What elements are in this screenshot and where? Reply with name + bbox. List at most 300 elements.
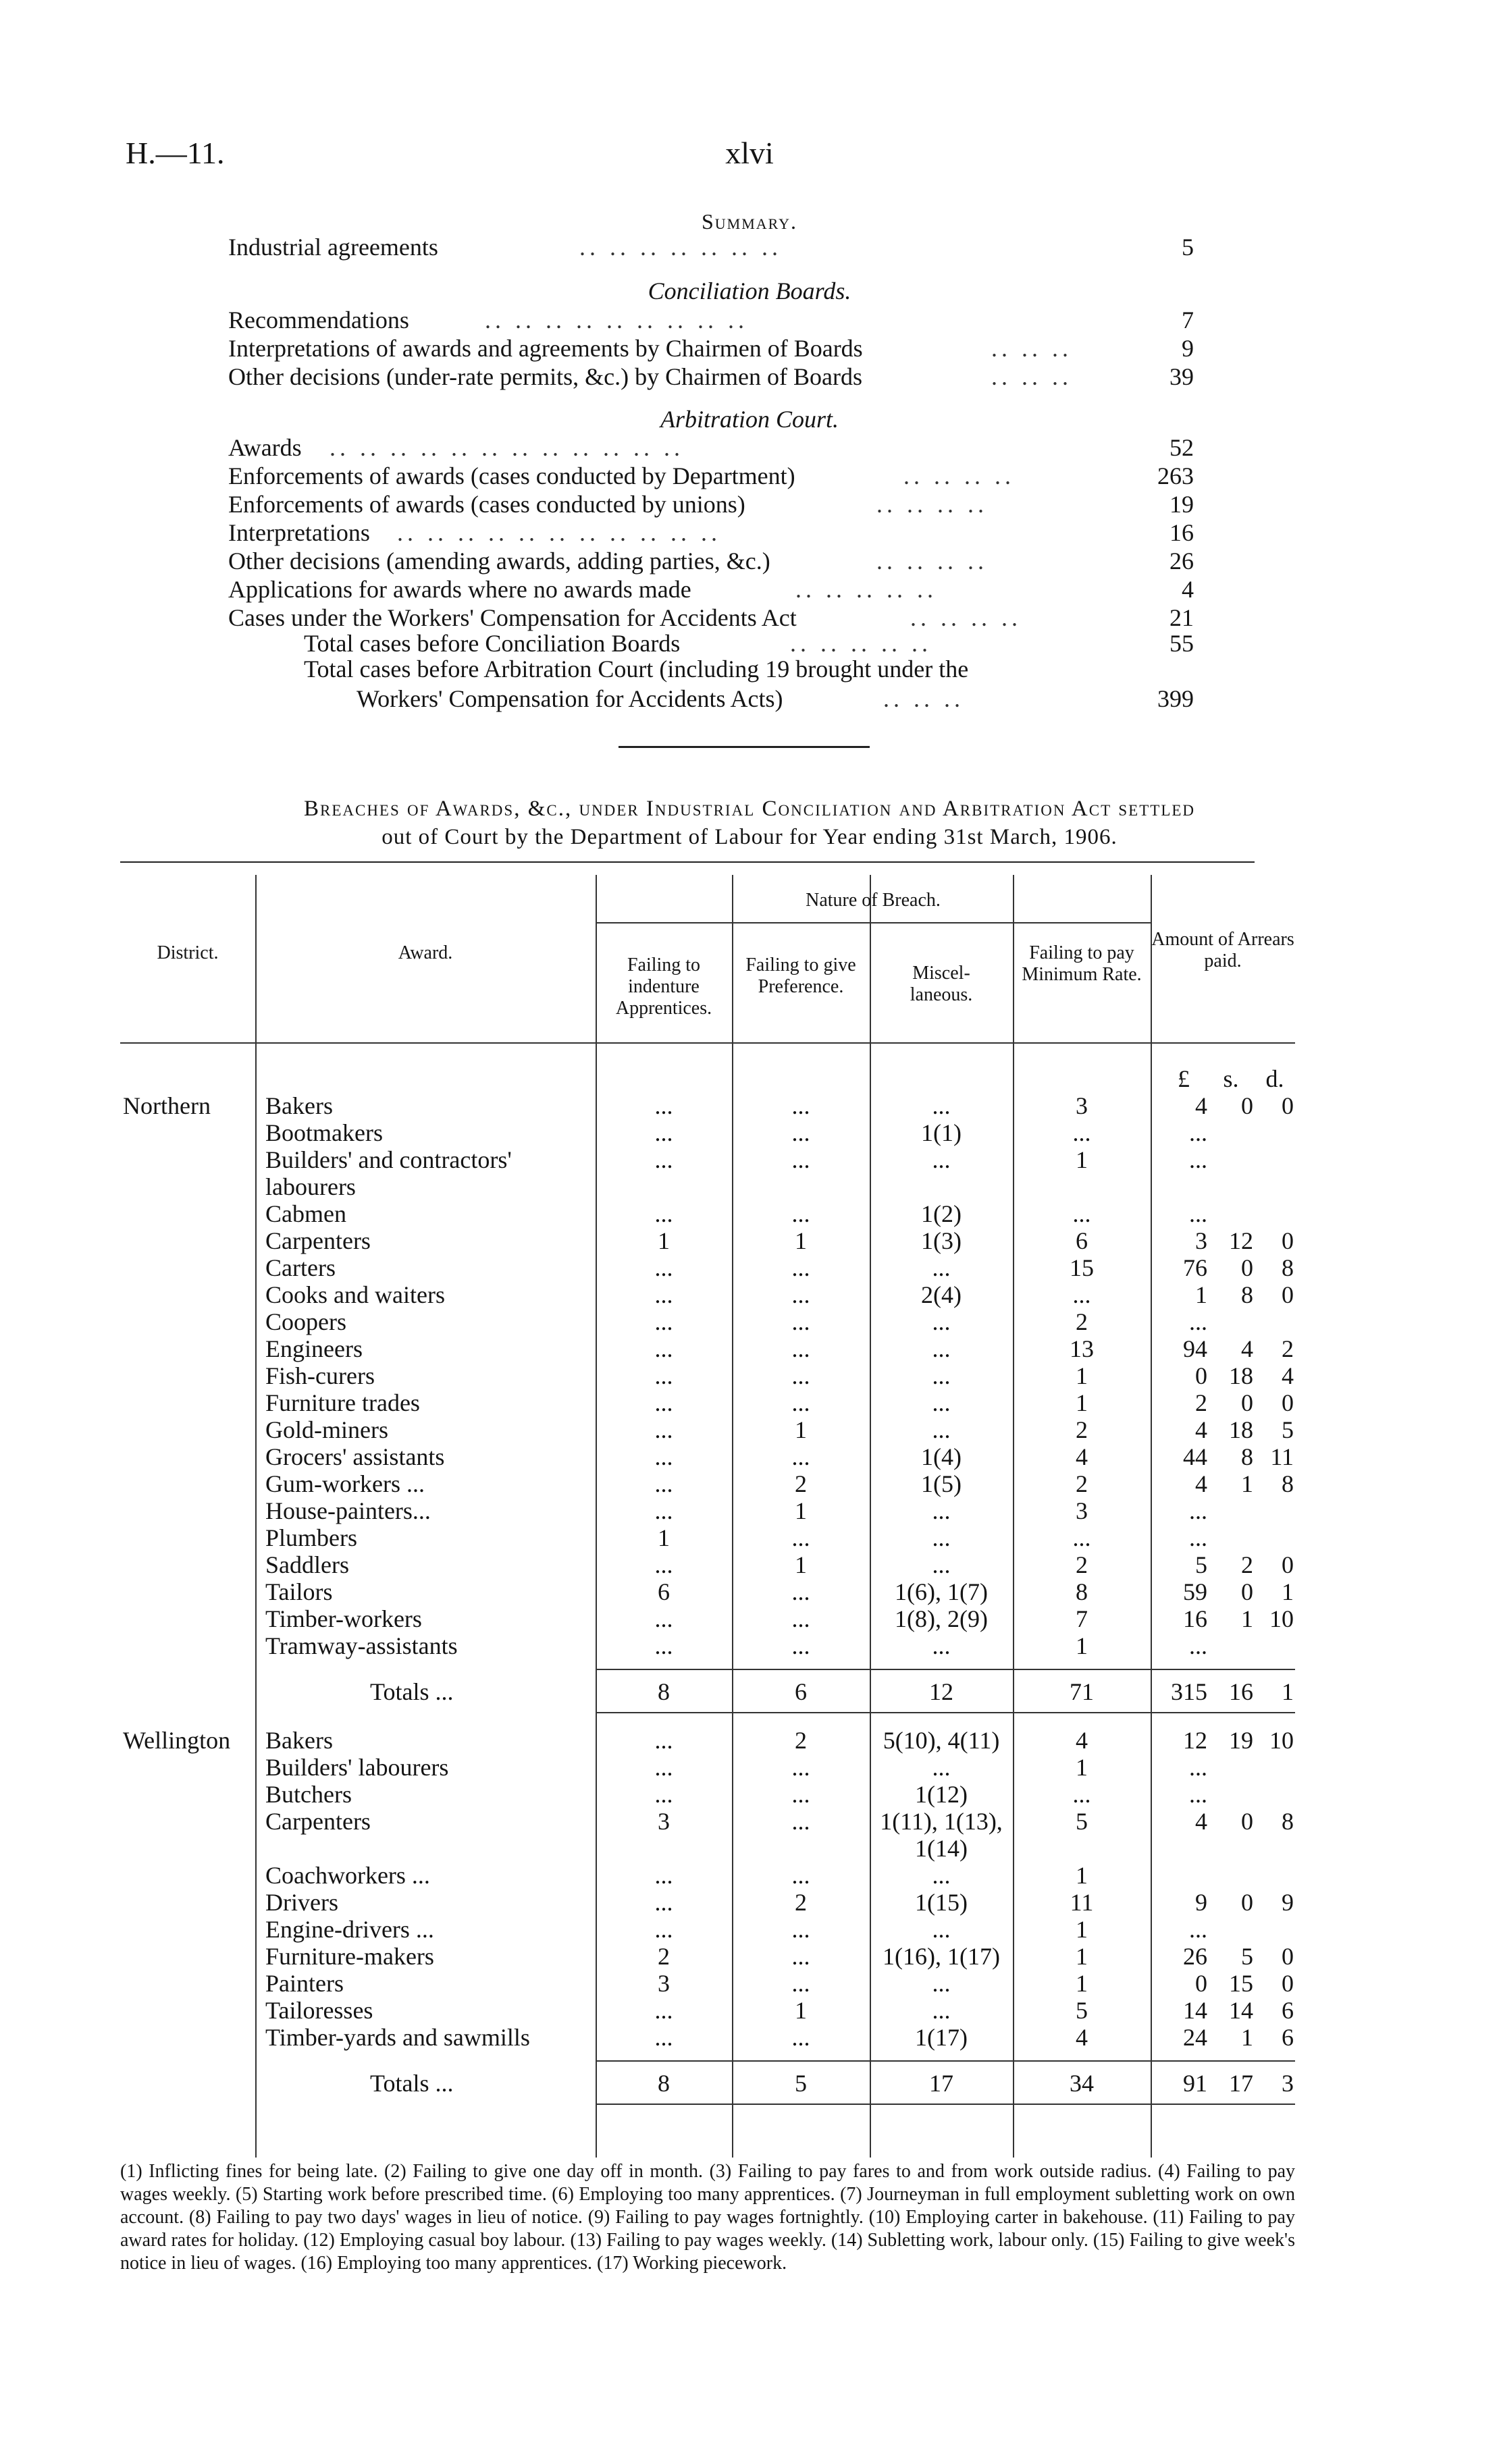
table-cell: ... (1072, 1781, 1091, 1808)
table-cell (1213, 1862, 1253, 1889)
table-cell: 0 (1282, 1281, 1294, 1308)
table-cell: 0 (1282, 1970, 1294, 1997)
table-title-line1: Breaches of Awards, &c., under Industrial Conciliation and Arbitration Act settled (303, 797, 1196, 821)
section-divider (619, 746, 870, 748)
table-cell: ... (932, 1362, 951, 1389)
summary-label: Awards (228, 434, 302, 461)
table-cell: 0 (1282, 1943, 1294, 1970)
summary-row (228, 547, 1194, 575)
totals-cell: 71 (1070, 1678, 1094, 1705)
table-cell: 6 (1282, 1997, 1294, 2024)
table-cell: 1(5) (921, 1470, 962, 1497)
table-cell: ... (654, 1470, 673, 1497)
table-cell: ... (654, 1362, 673, 1389)
header-rule (120, 1042, 1295, 1044)
summary-title: Summary. (701, 209, 798, 234)
table-cell: 9 (1282, 1889, 1294, 1916)
award-name: Tailoresses (265, 1997, 373, 2024)
arbitration-heading: Arbitration Court. (660, 406, 839, 433)
table-cell (1255, 1862, 1294, 1889)
award-name: Coachworkers ... (265, 1862, 430, 1889)
summary-row (228, 306, 1194, 334)
award-name: Cooks and waiters (265, 1281, 445, 1308)
table-cell: 1 (1241, 2024, 1253, 2051)
summary-label: Industrial agreements (228, 234, 438, 261)
totals-cell: 315 (1171, 1678, 1207, 1705)
table-cell: 2 (1282, 1335, 1294, 1362)
table-cell: ... (932, 1092, 951, 1119)
table-cell: ... (654, 1389, 673, 1416)
award-name (265, 1835, 589, 1862)
table-cell: ... (791, 1119, 810, 1146)
table-cell: 2 (1076, 1308, 1088, 1335)
table-cell (596, 1835, 732, 1862)
table-cell: 1(4) (921, 1443, 962, 1470)
table-cell: ... (1189, 1632, 1207, 1659)
table-cell: ... (932, 1389, 951, 1416)
table-cell: 1(11), 1(13), (880, 1808, 1003, 1835)
table-cell: ... (654, 2024, 673, 2051)
summary-value: 7 (1182, 306, 1194, 333)
table-cell (1213, 1173, 1253, 1200)
table-cell: 3 (1076, 1497, 1088, 1524)
award-name: Engine-drivers ... (265, 1916, 434, 1943)
summary-row (228, 334, 1194, 363)
table-cell: 1 (795, 1497, 807, 1524)
table-cell: 15 (1070, 1254, 1094, 1281)
summary-value: 39 (1169, 363, 1194, 390)
table-cell: 8 (1076, 1578, 1088, 1605)
table-cell (1213, 1119, 1253, 1146)
table-cell: 19 (1229, 1727, 1253, 1754)
table-cell: ... (654, 1862, 673, 1889)
leader-dots: .. .. .. (991, 363, 1072, 390)
table-cell: 0 (1282, 1389, 1294, 1416)
table-cell: 18 (1229, 1416, 1253, 1443)
award-name: Butchers (265, 1781, 352, 1808)
table-cell: ... (932, 1524, 951, 1551)
summary-row (228, 518, 1194, 547)
table-cell: 1(17) (915, 2024, 968, 2051)
table-cell: ... (1072, 1281, 1091, 1308)
table-cell: ... (791, 1605, 810, 1632)
award-name: Painters (265, 1970, 344, 1997)
table-cell: ... (791, 1389, 810, 1416)
summary-label: Enforcements of awards (cases conducted by unions) (228, 491, 745, 518)
table-cell: 1 (1195, 1281, 1207, 1308)
table-cell: ... (932, 1916, 951, 1943)
summary-row (228, 433, 1194, 462)
footnotes: (1) Inflicting fines for being late. (2) Failing to give one day off in month. (3) Failing to pay fares to and from work outside radius. (4) Failing to pay wages weekly. (5) Starting work before prescribed time. (6) Employing too many apprentices. (7) Journeyman in full employment subletting work on own account. (8) Failing to pay two days' wages in lieu of notice. (9) Failing to pay wages fortnightly. (10) Employing carter in bakehouse. (11) Failing to pay award rates for holiday. (12) Employing casual boy labour. (13) Failing to pay wages weekly. (14) Subletting work, labour only. (15) Failing to give week's notice in lieu of wages. (16) Employing too many apprentices. (17) Working piecework. (120, 2161, 1295, 2274)
table-cell: ... (654, 1632, 673, 1659)
table-cell (1255, 1119, 1294, 1146)
table-cell: ... (791, 1578, 810, 1605)
table-cell: 2 (1076, 1551, 1088, 1578)
table-cell (1213, 1754, 1253, 1781)
breaches-table (120, 875, 1295, 2158)
totals-cell: 8 (658, 1678, 670, 1705)
table-cell: 6 (1282, 2024, 1294, 2051)
summary-row (228, 575, 1194, 604)
table-cell: ... (654, 1754, 673, 1781)
table-cell: 2 (795, 1727, 807, 1754)
table-cell: ... (1072, 1524, 1091, 1551)
summary-row (228, 490, 1194, 518)
table-cell: ... (654, 1781, 673, 1808)
table-cell: 5(10), 4(11) (883, 1727, 1000, 1754)
summary-row (304, 629, 1194, 658)
table-cell: ... (654, 1416, 673, 1443)
table-cell: 7 (1076, 1605, 1088, 1632)
table-cell: ... (791, 1200, 810, 1227)
summary-value: 55 (1169, 630, 1194, 657)
pence-label: d. (1265, 1065, 1284, 1092)
summary-value: 9 (1182, 335, 1194, 362)
table-title-line2: out of Court by the Department of Labour for Year ending 31st March, 1906. (382, 825, 1117, 849)
table-cell: 4 (1195, 1092, 1207, 1119)
table-cell: ... (932, 1146, 951, 1173)
table-cell (1255, 1916, 1294, 1943)
arrears-header: Amount of Arrears paid. (1151, 929, 1294, 971)
table-cell: 1(16), 1(17) (883, 1943, 1000, 1970)
table-cell: ... (1189, 1497, 1207, 1524)
table-title (0, 797, 1499, 822)
district-name: Northern (123, 1092, 211, 1119)
table-cell: 16 (1183, 1605, 1207, 1632)
table-cell (1255, 1308, 1294, 1335)
table-cell: 10 (1269, 1605, 1294, 1632)
leader-dots: .. .. .. .. (903, 462, 1015, 489)
award-name: Coopers (265, 1308, 346, 1335)
misc-header: Miscel-laneous. (910, 963, 973, 1005)
summary-label: Workers' Compensation for Accidents Acts) (357, 685, 783, 712)
table-cell: ... (791, 1092, 810, 1119)
minimum-header: Failing to pay Minimum Rate. (1022, 942, 1142, 985)
leader-dots: .. .. .. .. .. (795, 576, 937, 603)
totals-cell: 34 (1070, 2070, 1094, 2097)
table-cell: 1 (1076, 1146, 1088, 1173)
table-cell: 0 (1241, 1389, 1253, 1416)
table-cell: 1 (1076, 1970, 1088, 1997)
table-cell: 1 (1076, 1632, 1088, 1659)
nature-header: Nature of Breach. (806, 890, 941, 911)
table-cell: ... (1189, 1146, 1207, 1173)
table-cell: ... (1189, 1308, 1207, 1335)
shillings-label: s. (1223, 1065, 1239, 1092)
table-cell: ... (654, 1092, 673, 1119)
table-cell: ... (1189, 1119, 1207, 1146)
table-cell: 5 (1076, 1808, 1088, 1835)
preference-header: Failing to give Preference. (745, 955, 856, 997)
table-title (0, 825, 1499, 850)
table-cell: 1(12) (915, 1781, 968, 1808)
table-cell: ... (1189, 1754, 1207, 1781)
totals-label: Totals ... (370, 1678, 454, 1705)
totals-rule (596, 1669, 1295, 1670)
table-cell: ... (791, 1443, 810, 1470)
totals-cell: 1 (1282, 1678, 1294, 1705)
table-cell: ... (1189, 1524, 1207, 1551)
award-name: Cabmen (265, 1200, 346, 1227)
page-number: xlvi (725, 136, 774, 170)
table-cell: ... (654, 1335, 673, 1362)
table-cell (1255, 1754, 1294, 1781)
summary-label: Cases under the Workers' Compensation for Accidents Act (228, 604, 797, 631)
summary-row (228, 363, 1194, 391)
table-cell: 8 (1282, 1254, 1294, 1281)
leader-dots: .. .. .. .. .. .. .. .. .. (485, 306, 748, 333)
table-cell: 1 (1282, 1578, 1294, 1605)
column-rule (1151, 875, 1152, 2158)
table-cell: 5 (1076, 1997, 1088, 2024)
table-cell (1255, 1200, 1294, 1227)
table-cell: 1 (1076, 1362, 1088, 1389)
table-cell: 4 (1076, 1727, 1088, 1754)
table-cell: 1 (795, 1227, 807, 1254)
table-cell: 2 (658, 1943, 670, 1970)
summary-value: 263 (1157, 462, 1194, 489)
table-cell: 8 (1241, 1281, 1253, 1308)
table-cell: ... (654, 1727, 673, 1754)
leader-dots: .. .. .. .. .. .. .. .. .. .. .. (397, 519, 721, 546)
table-cell: 5 (1195, 1551, 1207, 1578)
table-cell: ... (791, 1524, 810, 1551)
award-header: Award. (398, 942, 453, 963)
table-cell: ... (791, 1281, 810, 1308)
table-cell: 8 (1282, 1470, 1294, 1497)
totals-cell: 17 (929, 2070, 953, 2097)
table-cell (1213, 1835, 1253, 1862)
table-cell: 2(4) (921, 1281, 962, 1308)
table-cell: 5 (1282, 1416, 1294, 1443)
leader-dots: .. .. .. (883, 685, 964, 712)
table-cell: ... (791, 1862, 810, 1889)
table-cell (1213, 1497, 1253, 1524)
table-cell: 1 (1241, 1605, 1253, 1632)
summary-label: Interpretations of awards and agreements by Chairmen of Boards (228, 335, 863, 362)
totals-rule (596, 2060, 1295, 2062)
table-cell: ... (654, 1889, 673, 1916)
table-cell: 9 (1195, 1889, 1207, 1916)
totals-rule (596, 2104, 1295, 2105)
table-cell (732, 1835, 870, 1862)
table-cell: 1(6), 1(7) (895, 1578, 988, 1605)
leader-dots: .. .. .. .. .. (790, 630, 932, 657)
table-cell: 0 (1241, 1889, 1253, 1916)
table-cell: 0 (1282, 1092, 1294, 1119)
award-name: Plumbers (265, 1524, 358, 1551)
table-cell: 1 (1076, 1862, 1088, 1889)
table-cell: ... (791, 1781, 810, 1808)
totals-cell: 16 (1229, 1678, 1253, 1705)
table-cell: 2 (1195, 1389, 1207, 1416)
table-cell: 4 (1076, 1443, 1088, 1470)
award-name: Bootmakers (265, 1119, 383, 1146)
table-cell: ... (791, 1335, 810, 1362)
summary-row (228, 604, 1194, 632)
table-cell: 1(1) (921, 1119, 962, 1146)
table-cell: 11 (1070, 1889, 1094, 1916)
table-cell: 4 (1241, 1335, 1253, 1362)
table-cell: ... (932, 1997, 951, 2024)
table-cell: 2 (795, 1470, 807, 1497)
table-cell: 1 (795, 1551, 807, 1578)
table-cell: 76 (1183, 1254, 1207, 1281)
summary-label: Applications for awards where no awards made (228, 576, 691, 603)
table-cell: 6 (1076, 1227, 1088, 1254)
summary-value: 52 (1169, 434, 1194, 461)
award-name: Drivers (265, 1889, 338, 1916)
table-cell: ... (791, 1362, 810, 1389)
table-cell: 10 (1269, 1727, 1294, 1754)
table-cell (1213, 1308, 1253, 1335)
table-cell: ... (654, 1443, 673, 1470)
table-cell: 3 (658, 1808, 670, 1835)
table-cell (1153, 1835, 1207, 1862)
table-cell: ... (932, 1254, 951, 1281)
table-cell (1013, 1173, 1151, 1200)
table-cell: 0 (1195, 1362, 1207, 1389)
table-cell: 2 (795, 1889, 807, 1916)
award-name: Fish-curers (265, 1362, 375, 1389)
table-cell: ... (791, 2024, 810, 2051)
summary-value: 4 (1182, 576, 1194, 603)
summary-value: 26 (1169, 547, 1194, 574)
award-name: Saddlers (265, 1551, 349, 1578)
table-cell: ... (654, 1497, 673, 1524)
totals-cell: 17 (1229, 2070, 1253, 2097)
totals-cell: 8 (658, 2070, 670, 2097)
table-cell: 3 (1076, 1092, 1088, 1119)
award-name: Tailors (265, 1578, 333, 1605)
table-cell (1013, 1835, 1151, 1862)
table-cell: 0 (1282, 1551, 1294, 1578)
leader-dots: .. .. .. (991, 335, 1072, 362)
summary-row (357, 685, 1194, 713)
award-name: Carpenters (265, 1808, 371, 1835)
table-cell: 5 (1241, 1943, 1253, 1970)
table-cell: ... (654, 1254, 673, 1281)
table-cell: 24 (1183, 2024, 1207, 2051)
table-cell: 1(3) (921, 1227, 962, 1254)
table-cell (1213, 1146, 1253, 1173)
table-cell (1213, 1524, 1253, 1551)
summary-label: Total cases before Arbitration Court (including 19 brought under the (304, 655, 969, 682)
summary-value: 16 (1169, 519, 1194, 546)
table-cell: 44 (1183, 1443, 1207, 1470)
table-cell: 0 (1241, 1092, 1253, 1119)
table-cell (1255, 1173, 1294, 1200)
table-cell: ... (932, 1497, 951, 1524)
leader-dots: .. .. .. .. (876, 491, 988, 518)
table-cell: 1 (795, 1997, 807, 2024)
table-cell: ... (932, 1308, 951, 1335)
table-cell: 4 (1195, 1416, 1207, 1443)
leader-dots: .. .. .. .. .. .. .. (579, 234, 782, 261)
table-cell: ... (932, 1862, 951, 1889)
table-cell: ... (1072, 1119, 1091, 1146)
award-name: Furniture trades (265, 1389, 420, 1416)
table-cell (1255, 1632, 1294, 1659)
table-cell: ... (932, 1551, 951, 1578)
table-cell (1255, 1146, 1294, 1173)
table-cell: ... (1189, 1781, 1207, 1808)
award-name: Furniture-makers (265, 1943, 434, 1970)
leader-dots: .. .. .. .. (876, 547, 988, 574)
table-cell: ... (791, 1632, 810, 1659)
award-name: Builders' labourers (265, 1754, 449, 1781)
summary-label: Other decisions (amending awards, adding parties, &c.) (228, 547, 770, 574)
leader-dots: .. .. .. .. .. .. .. .. .. .. .. .. (330, 434, 684, 461)
summary-value: 21 (1169, 604, 1194, 631)
table-cell: ... (654, 1551, 673, 1578)
summary-value: 19 (1169, 491, 1194, 518)
table-cell: ... (654, 1281, 673, 1308)
table-cell: ... (654, 1605, 673, 1632)
summary-label: Enforcements of awards (cases conducted by Department) (228, 462, 795, 489)
table-cell: 1(8), 2(9) (895, 1605, 988, 1632)
totals-cell: 5 (795, 2070, 807, 2097)
table-cell: ... (932, 1416, 951, 1443)
column-rule (255, 875, 257, 2158)
table-cell (1213, 1200, 1253, 1227)
table-cell: 1(14) (915, 1835, 968, 1862)
table-cell (1255, 1781, 1294, 1808)
table-cell: 3 (1195, 1227, 1207, 1254)
conciliation-heading: Conciliation Boards. (648, 277, 851, 304)
award-name: Bakers (265, 1092, 333, 1119)
table-cell: ... (1072, 1200, 1091, 1227)
table-cell: ... (654, 1119, 673, 1146)
award-name: Bakers (265, 1727, 333, 1754)
table-cell (732, 1173, 870, 1200)
table-cell: 0 (1195, 1970, 1207, 1997)
award-name: Timber-workers (265, 1605, 422, 1632)
table-cell: ... (654, 1200, 673, 1227)
leader-dots: .. .. .. .. (910, 604, 1022, 631)
summary-row (228, 233, 1194, 261)
title-rule (120, 861, 1255, 863)
table-cell: 3 (658, 1970, 670, 1997)
table-cell (1213, 1781, 1253, 1808)
table-cell: ... (791, 1146, 810, 1173)
table-cell (1255, 1524, 1294, 1551)
table-cell (1153, 1173, 1207, 1200)
table-cell: 4 (1282, 1362, 1294, 1389)
table-cell: ... (654, 1146, 673, 1173)
totals-label: Totals ... (370, 2070, 454, 2097)
table-cell: 12 (1229, 1227, 1253, 1254)
table-cell: ... (791, 1970, 810, 1997)
table-cell: 1 (1076, 1943, 1088, 1970)
table-cell: 2 (1241, 1551, 1253, 1578)
table-cell: 2 (1076, 1416, 1088, 1443)
table-cell: 4 (1195, 1808, 1207, 1835)
page-code: H.—11. (126, 136, 225, 170)
table-cell: ... (654, 1916, 673, 1943)
table-cell: 1(15) (915, 1889, 968, 1916)
table-cell: 94 (1183, 1335, 1207, 1362)
award-name: Carters (265, 1254, 336, 1281)
award-name: Timber-yards and sawmills (265, 2024, 530, 2051)
table-cell: ... (932, 1970, 951, 1997)
table-cell: 11 (1270, 1443, 1294, 1470)
totals-cell: 12 (929, 1678, 953, 1705)
table-cell: 13 (1070, 1335, 1094, 1362)
award-name: House-painters... (265, 1497, 431, 1524)
award-name: Carpenters (265, 1227, 371, 1254)
summary-value: 399 (1157, 685, 1194, 712)
